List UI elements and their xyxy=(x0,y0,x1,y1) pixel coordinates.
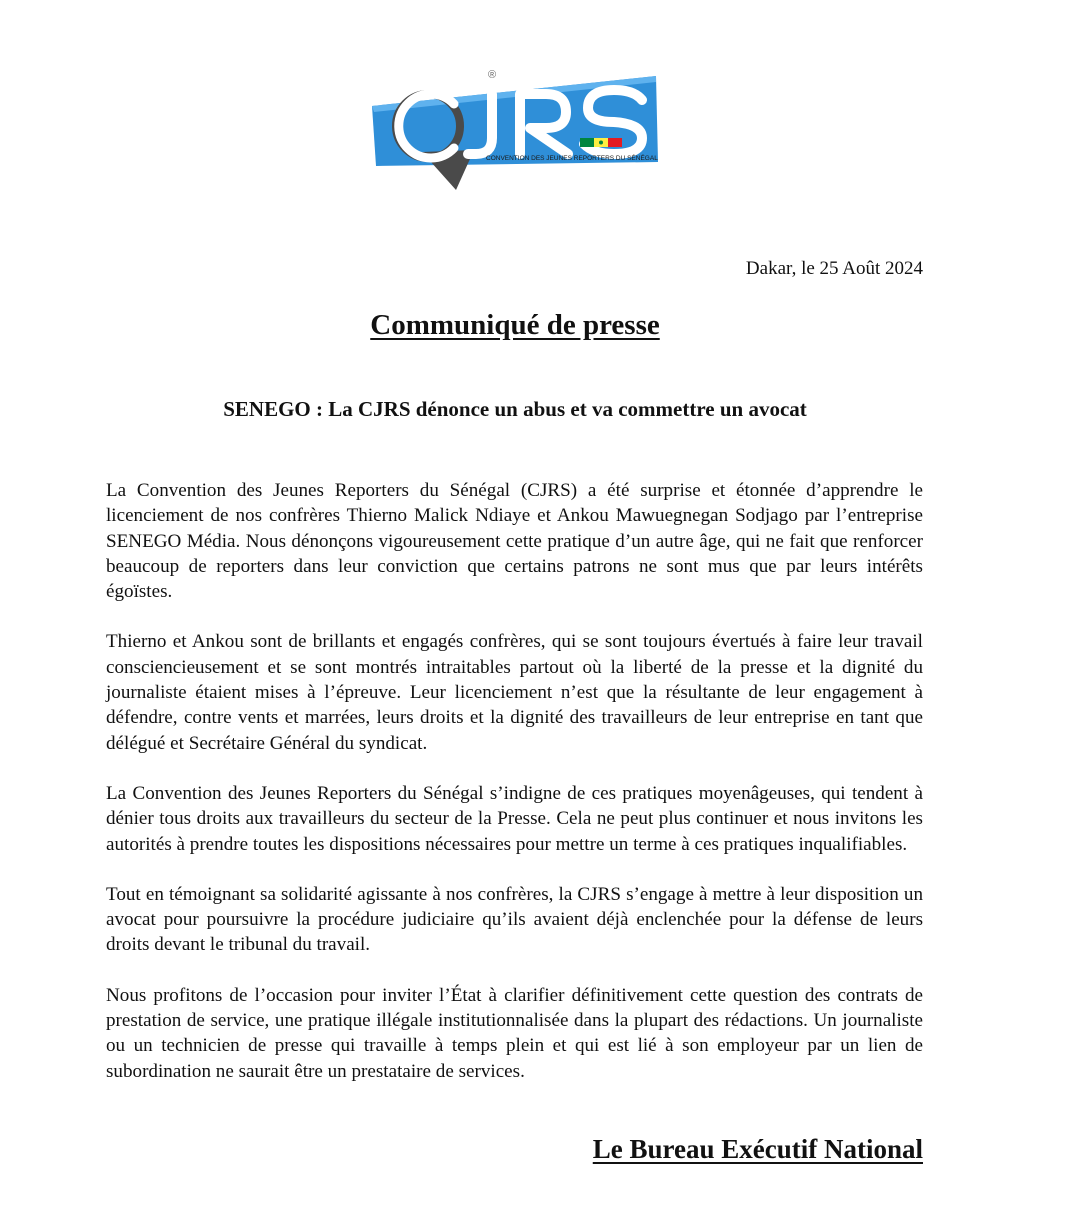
signature: Le Bureau Exécutif National xyxy=(592,1134,923,1164)
flag-star xyxy=(599,141,603,145)
paragraph-4: Tout en témoignant sa solidarité agissante à nos confrères, la CJRS s’engage à mettre à leur disposition un avocat pour poursuivre la procédure judiciaire qu’ils avaient déjà enclenchée pour la défense de leurs droits devant le tribunal du travail. xyxy=(106,883,923,956)
paragraph-2: Thierno et Ankou sont de brillants et engagés confrères, qui se sont toujours évertués à faire leur travail consciencieusement et se sont montrés intraitables partout où la liberté de la presse et la dignité du journaliste étaient mises à l’épreuve. Leur licenciement n’est que la résultante de leur engagement à défendre, contre vents et marrées, leurs droits et la dignité des travailleurs de leur entreprise en tant que délégué et Secrétaire Général du syndicat. xyxy=(106,631,923,754)
registered-mark: ® xyxy=(488,69,497,81)
logo-tagline: CONVENTION DES JEUNES REPORTERS DU SÉNÉGAL xyxy=(486,155,658,162)
cjrs-logo-graphic xyxy=(370,68,670,196)
document-date: Dakar, le 25 Août 2024 xyxy=(745,258,923,279)
paragraph-5: Nous profitons de l’occasion pour inviter l’État à clarifier définitivement cette question des contrats de prestation de service, une pratique illégale institutionnalisée dans la plupart des rédactions. Un journaliste ou un technicien de presse qui travaille à temps plein et qui est lié à son employeur par un lien de subordination ne saurait être un prestataire de services. xyxy=(106,984,923,1082)
document-subtitle: SENEGO : La CJRS dénonce un abus et va commettre un avocat xyxy=(223,397,807,421)
flag-red xyxy=(608,138,622,147)
paragraph-3: La Convention des Jeunes Reporters du Sénégal s’indigne de ces pratiques moyenâgeuses, qui tendent à dénier tous droits aux travailleurs du secteur de la Presse. Cela ne peut plus continuer et nous invitons les autorités à prendre toutes les dispositions nécessaires pour mettre un terme à ces pratiques inqualifiables. xyxy=(106,782,923,855)
cjrs-logo xyxy=(370,68,670,196)
document-body xyxy=(106,478,923,1109)
paragraph-1: La Convention des Jeunes Reporters du Sénégal (CJRS) a été surprise et étonnée d’apprendre le licenciement de nos confrères Thierno Malick Ndiaye et Ankou Mawuegnegan Sodjago par l’entreprise SENEGO Média. Nous dénonçons vigoureusement cette pratique d’un autre âge, qui ne fait que renforcer beaucoup de reporters dans leur conviction que certains patrons ne sont mus que par leurs intérêts égoïstes. xyxy=(106,480,923,603)
document-title: Communiqué de presse xyxy=(370,309,660,341)
flag-green xyxy=(580,138,594,147)
